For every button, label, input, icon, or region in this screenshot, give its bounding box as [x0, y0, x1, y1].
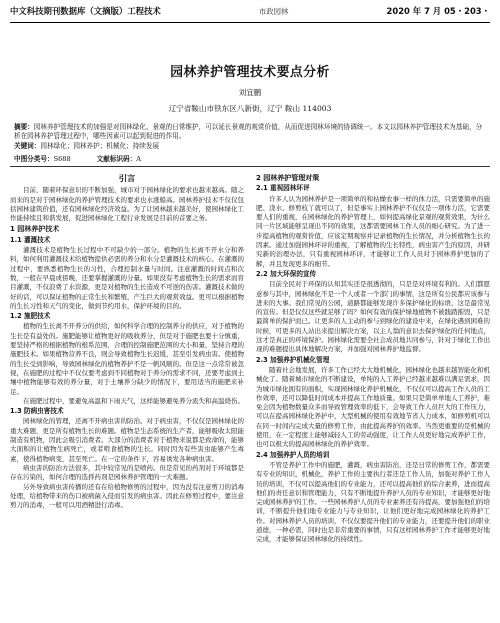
- issue-info: 2020 年 7 月 05・203・: [386, 6, 490, 16]
- clc-label: 中图分类号：: [14, 155, 54, 163]
- paragraph: 许多人认为园林养护是一项简单的和枯燥农事一样的体力活，只需要简单的施肥、浇水、修剪枝丫就可以了，但是事实上园林养护不仅仅是一项体力活，它需要要人们的重视，在园林绿化的养护管理上，如何提高绿化景观的观赏效果，为什么同一片区域能够呈现出不同的效果，这都需要园林工作人员的细心研究。为了进一步提高植物的观赏价值，应该定期观察并记录植物的生长情况，并分析植物生长的因素。通过加强园林环评的重视，了解植物的生长特性，病虫害产生的原因，并研究新的治理办法，只有重视园林环评，才能够让工作人员对于园林养护更加的了解，并且发现更多的细节。: [256, 194, 490, 268]
- section-heading: 1 园林养护技术: [10, 225, 60, 234]
- paragraph: 随着社会地发展，许多工作已经大大地机械化，园林绿化也越来越智能化和机械化了。随着城市绿化的不断建设，单纯的人工养护已经越来越难以满足需求，因为城市绿化拥有的面积，实现园林绿化养护机械化，不仅仅可以提高工作人员的工作效率，还可以降低时间成本并提高工作地质量。如果只是简单单地人工养护，难免会因为植物数量众多而导致管理效率的低下，会导致工作人员巨大的工作压力，可以在提高园林绿化养护中，大型机械的使用有效地节省人力成本，如修剪机可以在同一时间内完成大量的修剪工作，由此提高养护的效率。当然更重要的是机械的使用，在一定程度上能够减轻人工的劳动强度，让工作人员更好地完成养护工作，也可以极大的提高园林绿化的养护效率。: [256, 365, 490, 449]
- subsection-heading: 2.2 加大环保的宣传: [256, 269, 317, 278]
- keywords: [14, 142, 486, 151]
- clc-value: S688: [53, 155, 71, 163]
- abstract-label: 摘要：: [14, 123, 34, 131]
- abstract: [14, 123, 486, 141]
- abstract-block: [14, 123, 486, 151]
- left-column: [10, 172, 244, 602]
- paragraph: 目前，随着环保意识的不断加强，城市对于园林绿化的要求也越来越高。随之而来的是对于园林绿化的养护管理技术的要求也水涨船高。园林养护技术不仅仅包括园林建筑价值，还有园林绿化经济效益。为了让园林越来越美好，使园林绿化工作能持续且和谐发展，促进园林绿化工程行业发展是目前的首要之务。: [10, 186, 244, 223]
- subsection-heading: 1.3 防病虫害技术: [10, 407, 64, 416]
- paragraph: 目前全民对于环保的认知其实还是很透彻的，只是是对环境有利的。人们都愿意参与其中，园林绿化不是一个人或者一个部门的事情，这是所有公民都应该参与进来的大事。我们常见的公园，道路都能够发现许多保护绿化的标语，这是最常见的宣传。但是仅仅这些就足够了吗？如何有效的保护绿地植物不被践踏摧毁，只是最简单的保护而已。让更多的人主动的参与到绿化的建设中来，在绿化遇到困难的时候，可更多的人站出来提出解决方案，以主人翁的意识去保护绿化的任何地点，这才是真正的环境保护。园林绿化需要全社会成员地共同参与，针对于绿化工作出现的难题提出具体地解决方案，并加强对园林养护地监督。: [256, 280, 490, 354]
- paragraph: 另外导致病虫害传播的还有在给植物修剪的过程中，因为没有注意剪刀的消毒处理，给植物带来的伤口被病菌入侵而引发的病虫害。因此在修剪过程中，要注意剪刀的消毒，一般可以用酒精进行消毒。: [10, 482, 244, 510]
- article-affiliation: 辽宁省鞍山市铁东区八新街，辽宁 鞍山 114003: [168, 104, 332, 113]
- subsection-heading: 1.2 施肥技术: [10, 312, 51, 321]
- abstract-text: 园林养护管理技术的加强是对园林绿化、景观的日常维护，可以延长景观的观赏价值，从而促进园林环境的协调统一。本文以园林养护管理技术为基础，分析在园林养护管理过程中，哪些因素可以起到促进的作用。: [14, 123, 483, 140]
- keywords-text: 园林绿化；园林养护；机械化；持续发展: [40, 142, 160, 150]
- subsection-heading: 1.1 灌溉技术: [10, 235, 51, 244]
- section-heading: 2 园林养护管理对策: [256, 174, 320, 182]
- journal-name: 中文科技期刊数据库（文摘版）工程技术: [10, 6, 161, 16]
- subsection-heading: 2.1 重视园林环评: [256, 184, 310, 193]
- paragraph: 在施肥过程中，要避免高温和下雨天气，这样能够避免养分流失和高温烧伤。: [23, 396, 244, 405]
- paragraph: 灌溉技术是植物生长过程中不可缺少的一部分。植物的生长离不开水分和养料，如何利用灌溉技术给植物提供必需的养分和水分是灌溉技术的核心。在灌溉的过程中，要熟悉植物生长的习性，合理控制水量与时间。注意灌溉的时间点和次数，一般在早晨或傍晚，还要掌握灌溉的分量。如果没有考虑植物生长的需求而盲目灌溉，不仅浪费了水资源，更是对植物的生长造成不可逆的伤害。灌溉技术做的好的话，可以保证植物的正常生长和繁殖，产生巨大的观赏效益。更可以根据植物的生长习性和天气的变化，做到节约用水，保护环境的目的。: [10, 246, 244, 310]
- article-title: 园林养护管理技术要点分析: [170, 65, 330, 80]
- paragraph: 植物的生长离不开养分的供给，如何科学合理的控制养分的供应，对于植物的生长是有益处的。施肥能够让植物更好的吸收养分，但是对于施肥也要十分慎重，要坚持严格的根据植物的根系范围，合理的控制施肥范围的大小和量，坚持合理的施肥技术。如果植物营养不良，则会导致植物生长迟缓，甚至引发病虫害。使植物的生长受到影响，导致园林绿化的植物养护不是一帆风顺的。但是这一点常常被忽视，在施肥的过程中不仅仅要考虑到不同植物对于养分的需求不同，还要考虑到土壤中植物能够有效的养分量，对于土壤养分缺少的情况下，要用适当的施肥来补足。: [10, 322, 244, 396]
- classification-row: [14, 153, 486, 163]
- article-author: 刘宜鹏: [238, 88, 262, 97]
- paragraph: 园林绿化的管理，还离不开病虫害的防治。对于病虫害，不仅仅是园林绿化的重大难题，更是所有植物生长的难题。植物是生态系统的生产者，能够吸收太阳能制造有机物，因此会吸引消费者。大部分的消费者对于植物来说都是致命的，能够大面积的让植物生病死亡，或者啃食植物的生长。同时因为有些害虫能够产生毒素，使得植物病变，甚至死亡。在一定的条件下，容易诱发各种病虫害。: [10, 417, 244, 463]
- doc-value: A: [136, 155, 141, 163]
- section-name: 市政园林: [258, 6, 289, 16]
- doc-code: [97, 153, 141, 163]
- right-column: [256, 172, 490, 602]
- intro-heading: 引言: [118, 173, 136, 183]
- paragraph: 不管是养护工作中的施肥，灌溉，病虫害防治，还是日常的修剪工作，都需要有专业的知识，机械化，养护工作的主要执行者还是工作人员，加强对养护工作人员的培训，不仅可以提高他们的专业能力，还可以提高他们的综合素养，进而提高他们的责任意识和管理能力，只有不断地提升养护人员的专业知识，才能够更好地完成园林养护的工作。一些园林养护人员的专业素养还有待提高，要加强他们的培训，不断提升他们地专业能力与专业知识，让他们更好地完成园林绿化的养护工作。对园林养护人员的培训，不仅仅要提升他们的专业能力，还要提升他们的职业道德，一种必需，同时也是非常重要的事情，只有这样园林养护工作才能够更好地完成，才能够保证园林绿化的持续性。: [256, 460, 490, 544]
- paragraph: 病虫害的防治方法很多，其中较常见的是喷药。但是常见的药剂对于环境都是存在污染的，如何合理的选择药剂是园林养护管理的一大难题。: [10, 463, 244, 482]
- running-header: [10, 0, 490, 23]
- subsection-heading: 2.4 加强养护人员的培训: [256, 450, 330, 459]
- keywords-label: 关键词：: [14, 142, 41, 150]
- divider: [10, 166, 490, 167]
- body-columns: [10, 172, 490, 602]
- clc-number: [14, 153, 71, 163]
- subsection-heading: 2.3 加强养护机械化管理: [256, 355, 330, 364]
- doc-label: 文献标识码：: [96, 155, 137, 163]
